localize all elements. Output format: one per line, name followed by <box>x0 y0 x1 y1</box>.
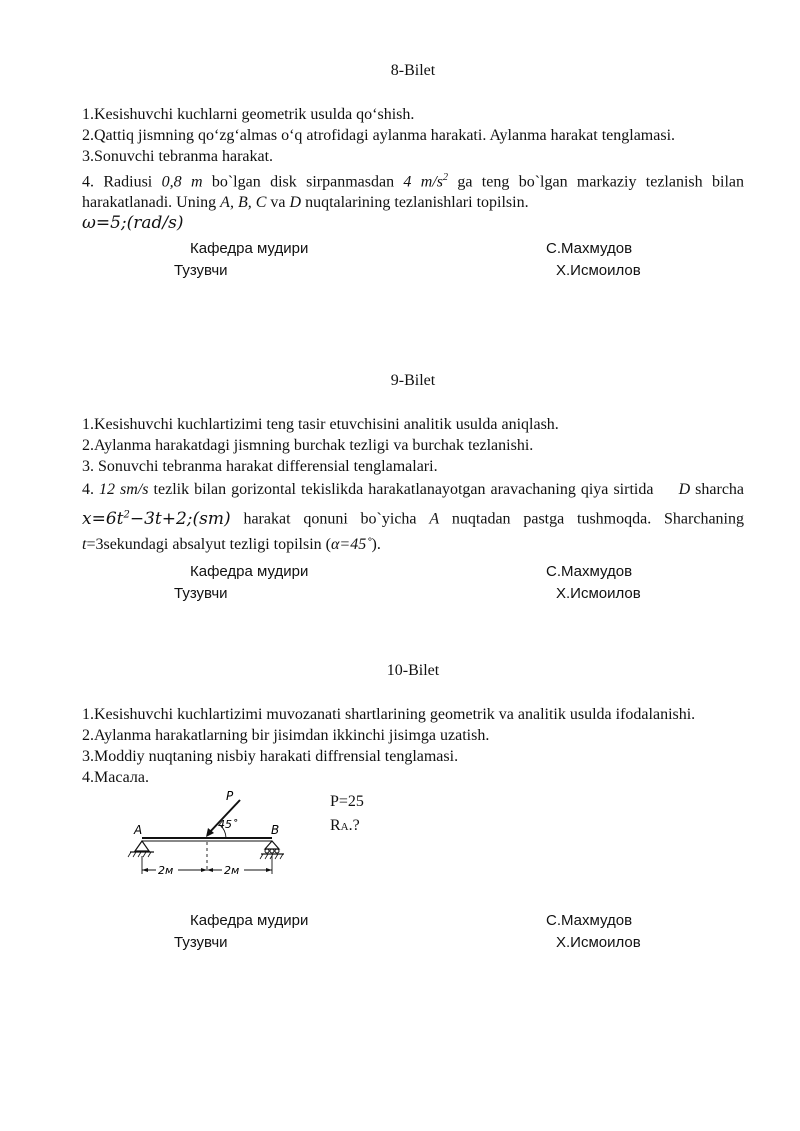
ticket-title: 8-Bilet <box>390 62 436 79</box>
support-a <box>135 841 149 851</box>
ticket-8 <box>82 58 744 282</box>
given-force: P=25 <box>330 793 364 810</box>
question-1: 1.Kesishuvchi kuchlarni geometrik usulda qo‘shish. <box>82 106 415 123</box>
signature-block: Кафедра мудири С.Махмудов Тузувчи Х.Исмоилов <box>174 562 641 602</box>
omega-formula: ω=5;(rad/s) <box>82 213 184 234</box>
given-values <box>330 790 364 839</box>
question-2: 2.Aylanma harakatdagi jismning burchak tezligi va burchak tezlanishi. <box>82 437 534 454</box>
ticket-10 <box>82 658 744 954</box>
beam-figure <box>82 788 744 906</box>
signature-block: Кафедра мудири С.Махмудов Тузувчи Х.Исмоилов <box>174 912 641 951</box>
question-2: 2.Aylanma harakatlarning bir jisimdan ikkinchi jisimga uzatish. <box>82 727 490 744</box>
question-4: 4.Масала. <box>82 769 149 786</box>
label-dim-left: 2м <box>158 864 174 877</box>
label-b: B <box>271 823 280 837</box>
question-3: 3. Sonuvchi tebranma harakat differensial tenglamalari. <box>82 458 438 475</box>
question-1: 1.Kesishuvchi kuchlartizimi teng tasir etuvchisini analitik usulda aniqlash. <box>82 416 559 433</box>
signature-block: Кафедра мудири С.Махмудов Тузувчи Х.Исмоилов <box>174 240 641 280</box>
question-4: 4. 12 sm/s tezlik bilan gorizontal tekislikda harakatlanayotgan aravachaning qiya sirtida D sharcha $x=6t^2-3t+2;(sm)$ harakat qonuni bo`yicha A nuqtadan pastga tushmoqda. Sharchaning t=3sekundagi absalyut tezligi topilsin (α=45˚). <box>82 481 745 553</box>
ticket-9 <box>82 368 744 605</box>
ticket-title: 10-Bilet <box>386 662 440 679</box>
question-3: 3.Sonuvchi tebranma harakat. <box>82 148 274 165</box>
question-2: 2.Qattiq jismning qo‘zg‘almas o‘q atrofidagi aylanma harakati. Aylanma harakat tenglamasi. <box>82 127 676 144</box>
label-a: A <box>134 823 143 837</box>
question-1: 1.Kesishuvchi kuchlartizimi muvozanati shartlarining geometrik va analitik usulda ifodalanishi. <box>82 706 696 723</box>
ticket-title: 9-Bilet <box>390 372 436 389</box>
label-p: P <box>226 789 234 803</box>
beam-diagram <box>122 788 302 888</box>
support-b <box>265 841 279 849</box>
question-3: 3.Moddiy nuqtaning nisbiy harakati diffrensial tenglamasi. <box>82 748 459 765</box>
label-angle: 45˚ <box>218 818 238 831</box>
question-4: 4. Radiusi 0,8 m bo`lgan disk sirpanmasdan 4 $m/s^2$ ga teng bo`lgan markaziy tezlanish bilan harakatlanadi. Uning A, B, C va D nuqtalarining tezlanishlari topilsin. ω=5;(rad/s) <box>82 172 744 234</box>
label-dim-right: 2м <box>224 864 240 877</box>
given-reaction: RA.? <box>330 817 360 834</box>
motion-law-formula: $x=6t^2-3t+2;(sm)$ <box>82 508 231 529</box>
